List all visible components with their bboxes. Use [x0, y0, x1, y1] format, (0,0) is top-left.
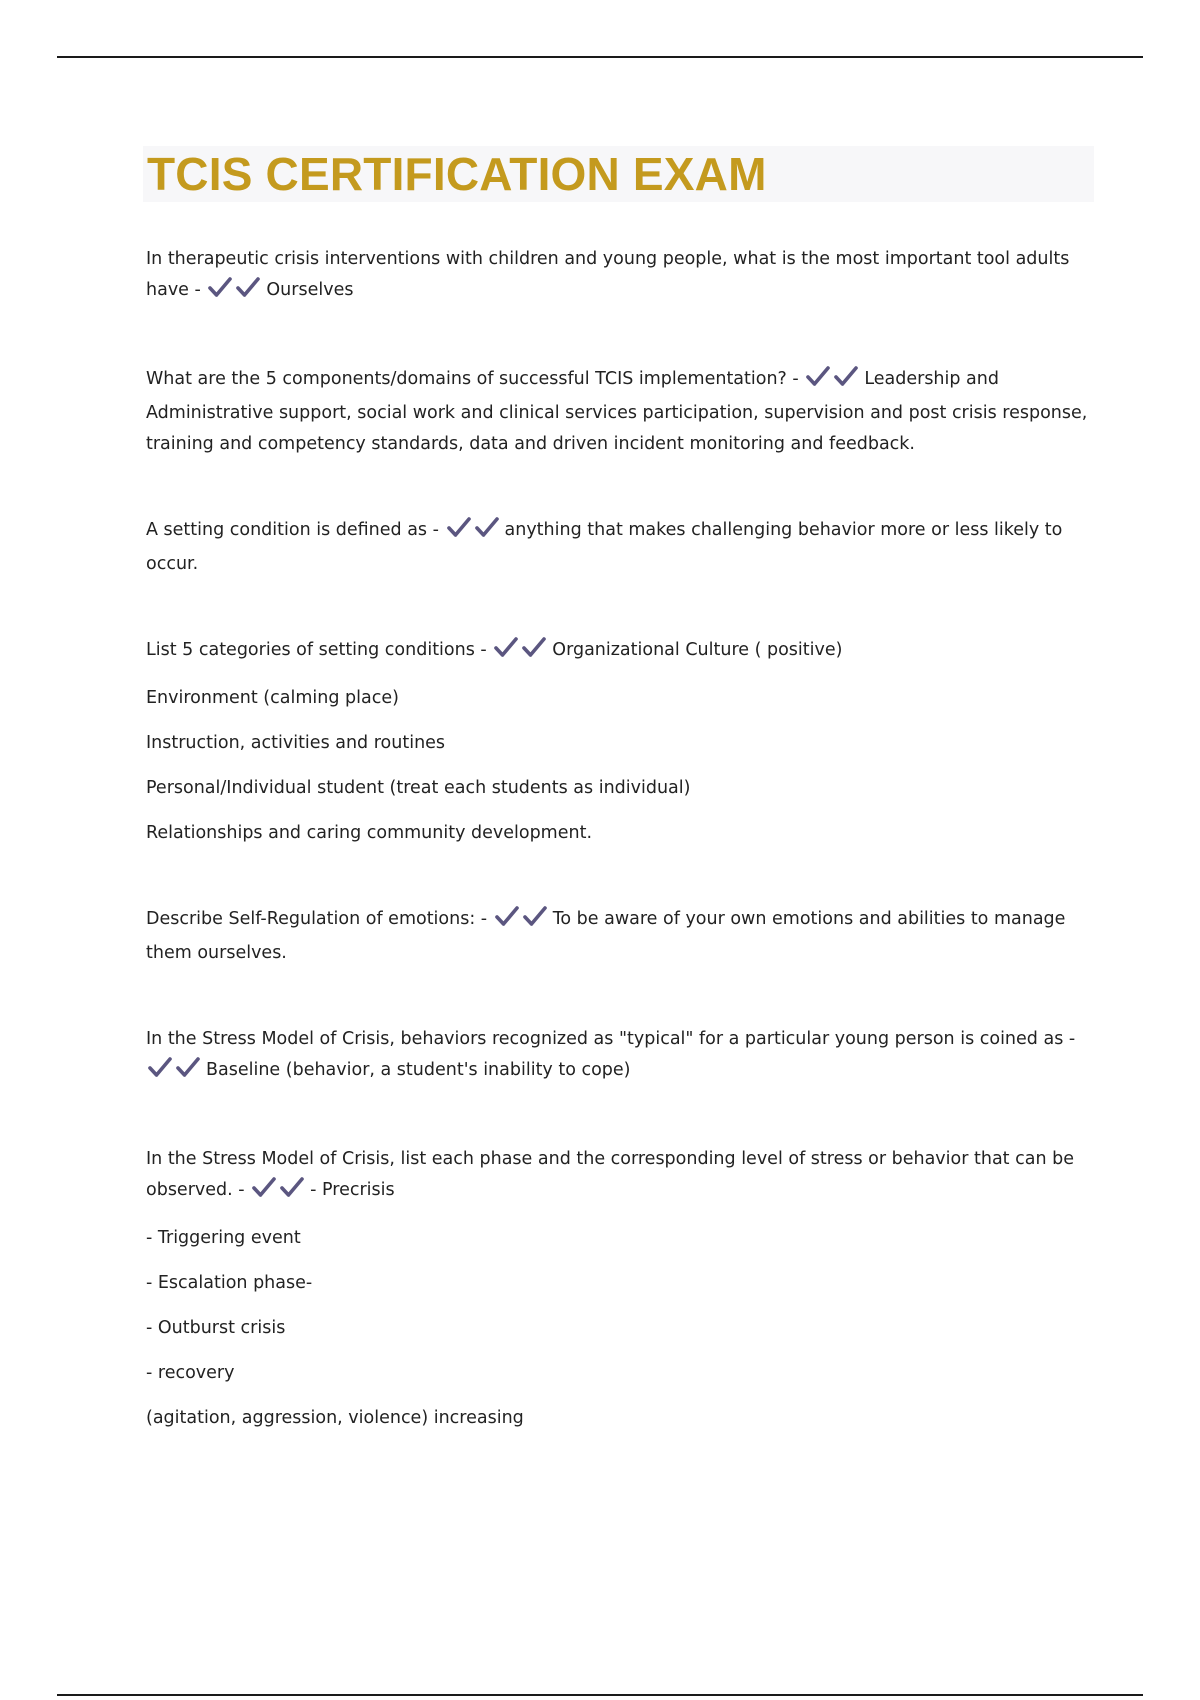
check-marks: [208, 276, 264, 309]
check-marks: [447, 516, 503, 549]
question-text: In the Stress Model of Crisis, list each phase and the corresponding level of stress or behavior that can be observed. -: [146, 1149, 1074, 1200]
answer-text: Baseline (behavior, a student's inability to cope): [206, 1060, 631, 1080]
qa-line: [146, 244, 1096, 309]
question-text: Describe Self-Regulation of emotions: -: [146, 909, 488, 929]
qa-list: [146, 244, 1096, 1434]
answer-text: Ourselves: [266, 280, 354, 300]
answer-list-item: Personal/Individual student (treat each students as individual): [146, 778, 691, 798]
qa-line: [146, 515, 1096, 580]
qa-line: [146, 635, 1096, 669]
top-rule: [57, 56, 1143, 58]
page-title: TCIS CERTIFICATION EXAM: [147, 148, 767, 200]
check-mark-icon: [252, 1176, 276, 1198]
check-mark-icon: [236, 276, 260, 298]
check-marks: [252, 1176, 308, 1209]
question-text: A setting condition is defined as -: [146, 520, 439, 540]
question-text: In therapeutic crisis interventions with children and young people, what is the most important tool adults have -: [146, 249, 1070, 300]
qa-item: [146, 1024, 1096, 1089]
answer-list-item: Instruction, activities and routines: [146, 733, 446, 753]
answer-text: - Precrisis: [310, 1180, 395, 1200]
check-mark-icon: [475, 516, 499, 538]
check-mark-icon: [494, 636, 518, 658]
check-mark-icon: [148, 1056, 172, 1078]
check-mark-icon: [806, 365, 830, 387]
answer-list-item: - Escalation phase-: [146, 1273, 313, 1293]
check-mark-icon: [523, 905, 547, 927]
check-mark-icon: [447, 516, 471, 538]
question-text: In the Stress Model of Crisis, behaviors recognized as "typical" for a particular young person is coined as -: [146, 1029, 1076, 1049]
answer-text: Leadership and Administrative support, social work and clinical services participation, supervision and post crisis response, training and competency standards, data and driven incident monitoring and feedback.: [146, 369, 1088, 454]
check-mark-icon: [834, 365, 858, 387]
qa-item: [146, 515, 1096, 580]
check-mark-icon: [495, 905, 519, 927]
bottom-rule: [57, 1694, 1143, 1696]
qa-line: [146, 364, 1096, 460]
check-marks: [495, 905, 551, 938]
question-text: What are the 5 components/domains of successful TCIS implementation? -: [146, 369, 799, 389]
check-mark-icon: [208, 276, 232, 298]
answer-text: anything that makes challenging behavior more or less likely to occur.: [146, 520, 1063, 574]
qa-item: [146, 635, 1096, 849]
answer-list-item: - recovery: [146, 1363, 235, 1383]
qa-item: [146, 244, 1096, 309]
qa-line: [146, 1024, 1096, 1089]
check-mark-icon: [176, 1056, 200, 1078]
answer-list-item: - Outburst crisis: [146, 1318, 286, 1338]
qa-item: [146, 904, 1096, 969]
answer-list-item: Relationships and caring community development.: [146, 823, 593, 843]
answer-text: To be aware of your own emotions and abilities to manage them ourselves.: [146, 909, 1066, 963]
qa-item: [146, 364, 1096, 460]
answer-list-item: (agitation, aggression, violence) increasing: [146, 1408, 524, 1428]
qa-line: [146, 1144, 1096, 1209]
qa-item: [146, 1144, 1096, 1434]
check-marks: [494, 636, 550, 669]
check-mark-icon: [522, 636, 546, 658]
title-bar: [143, 146, 1094, 202]
check-marks: [148, 1056, 204, 1089]
check-marks: [806, 365, 862, 398]
check-mark-icon: [280, 1176, 304, 1198]
answer-text: Organizational Culture ( positive): [552, 640, 843, 660]
qa-line: [146, 904, 1096, 969]
answer-list-item: Environment (calming place): [146, 688, 399, 708]
question-text: List 5 categories of setting conditions -: [146, 640, 487, 660]
answer-list-item: - Triggering event: [146, 1228, 301, 1248]
